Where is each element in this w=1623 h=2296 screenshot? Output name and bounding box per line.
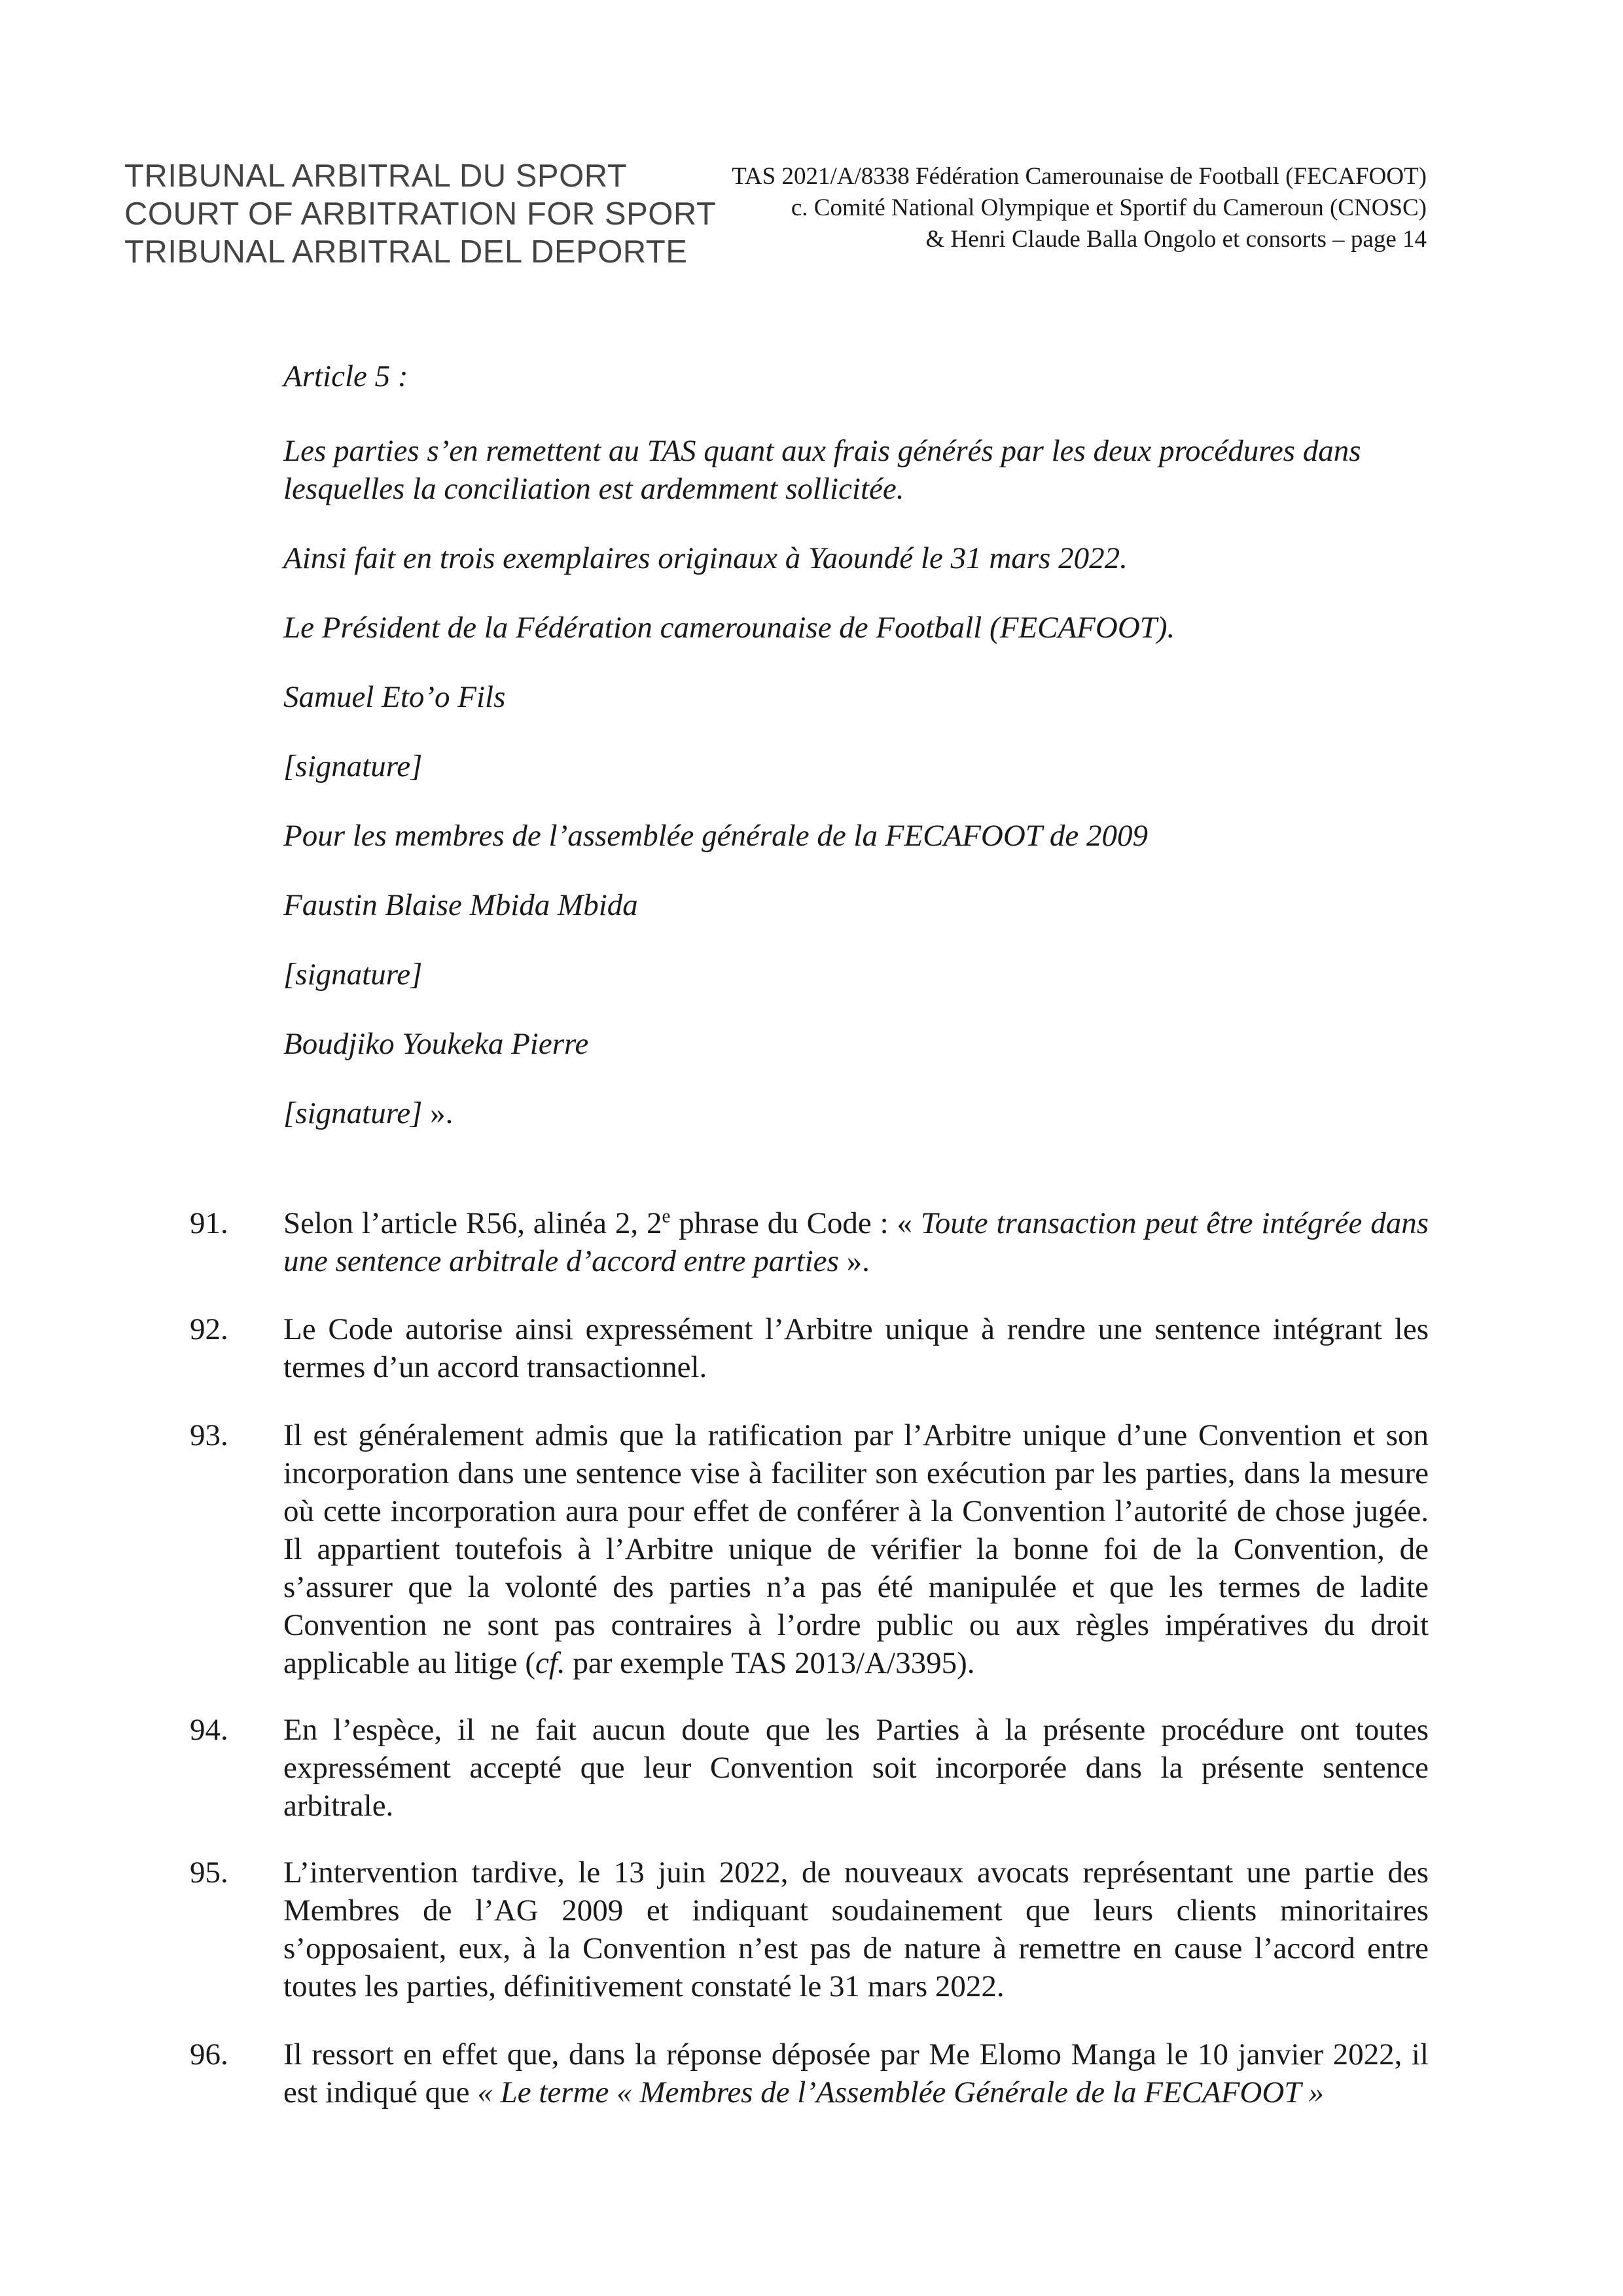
paragraph-text: Le Code autorise ainsi expressément l’Arbitre unique à rendre une sentence intégrant les termes d’un accord transactionnel. [283,1312,1429,1384]
paragraph-number: 94. [190,1713,228,1747]
signature-placeholder-3 [283,1094,1429,1132]
signature-placeholder-1: [signature] [283,749,423,783]
institution-name-fr: TRIBUNAL ARBITRAL DU SPORT [124,158,628,194]
quoted-text: « Le terme « Membres de l’Assemblée Générale de la FECAFOOT » [477,2075,1324,2109]
paragraph-number: 92. [190,1312,228,1346]
paragraph-text [283,2036,1429,2111]
paragraph-text-part: Selon l’article R56, alinéa 2, 2 [283,1206,662,1240]
quote-closing-mark: ». [422,1096,454,1130]
signature-placeholder-2: [signature] [283,958,423,992]
citation-abbrev: cf. [535,1646,565,1680]
paragraph-text-part: phrase du Code : « [670,1206,921,1240]
paragraph-text: En l’espèce, il ne fait aucun doute que les Parties à la présente procédure ont toutes expressément accepté que leur Convention soit incorporée dans la présente sentence arbitrale. [283,1713,1429,1823]
paragraph-number: 91. [190,1206,228,1240]
president-title: Le Président de la Fédération camerounaise de Football (FECAFOOT). [283,611,1175,645]
done-at-statement: Ainsi fait en trois exemplaires originaux à Yaoundé le 31 mars 2022. [283,541,1128,575]
members-title: Pour les membres de l’assemblée générale de la FECAFOOT de 2009 [283,819,1148,853]
paragraph-text: L’intervention tardive, le 13 juin 2022, de nouveaux avocats représentant une partie des Membres de l’AG 2009 et indiquant soudainement que leurs clients minoritaires s’opposaient, eux, à la Convention n’est pas de nature à remettre en cause l’accord entre toutes les parties, définitivement constaté le 31 mars 2022. [283,1856,1429,2003]
institution-letterhead [124,157,716,271]
member-name-1: Faustin Blaise Mbida Mbida [283,888,638,922]
president-name: Samuel Eto’o Fils [283,680,506,714]
paragraph-text-part: Il est généralement admis que la ratification par l’Arbitre unique d’une Convention et son incorporation dans une sentence vise à faciliter son exécution par les parties, dans la mesure où cette incorporation aura pour effet de conférer à la Convention l’autorité de chose jugée. Il appartient toutefois à l’Arbitre unique de vérifier la bonne foi de la Convention, de s’assurer que la volonté des parties n’a pas été manipulée et que les termes de ladite Convention ne sont pas contraires à l’ordre public ou aux règles impératives du droit applicable au litige ( [283,1418,1429,1680]
institution-name-es: TRIBUNAL ARBITRAL DEL DEPORTE [124,234,688,270]
paragraph-text [283,1204,1429,1280]
paragraph-number: 93. [190,1418,228,1452]
case-reference-line-1: TAS 2021/A/8338 Fédération Camerounaise de Football (FECAFOOT) [732,163,1427,190]
case-reference-line-2: c. Comité National Olympique et Sportif du Cameroun (CNOSC) [791,194,1427,221]
paragraph-text-part: Il ressort en effet que, dans la réponse déposée par Me Elomo Manga le 10 janvier 2022, il est indiqué que [283,2037,1429,2109]
institution-name-en: COURT OF ARBITRATION FOR SPORT [124,196,717,232]
quoted-text: Toute transaction peut être intégrée dans une sentence arbitrale d’accord entre parties [283,1206,1429,1278]
case-reference [732,161,1427,255]
paragraph-text-part: ». [838,1244,870,1278]
member-name-2: Boudjiko Youkeka Pierre [283,1027,589,1061]
signature-placeholder-3-text: [signature] [283,1096,423,1130]
article-5-text: Les parties s’en remettent au TAS quant aux frais générés par les deux procédures dans lesquelles la conciliation est ardemment sollicitée. [283,434,1361,506]
superscript: e [662,1206,671,1227]
paragraph-number: 95. [190,1856,228,1890]
case-reference-line-3: & Henri Claude Balla Ongolo et consorts – page 14 [925,226,1427,253]
article-5-title: Article 5 : [283,359,408,393]
paragraph-text [283,1416,1429,1682]
paragraph-number: 96. [190,2037,228,2072]
paragraph-text-part: par exemple TAS 2013/A/3395). [565,1646,975,1680]
